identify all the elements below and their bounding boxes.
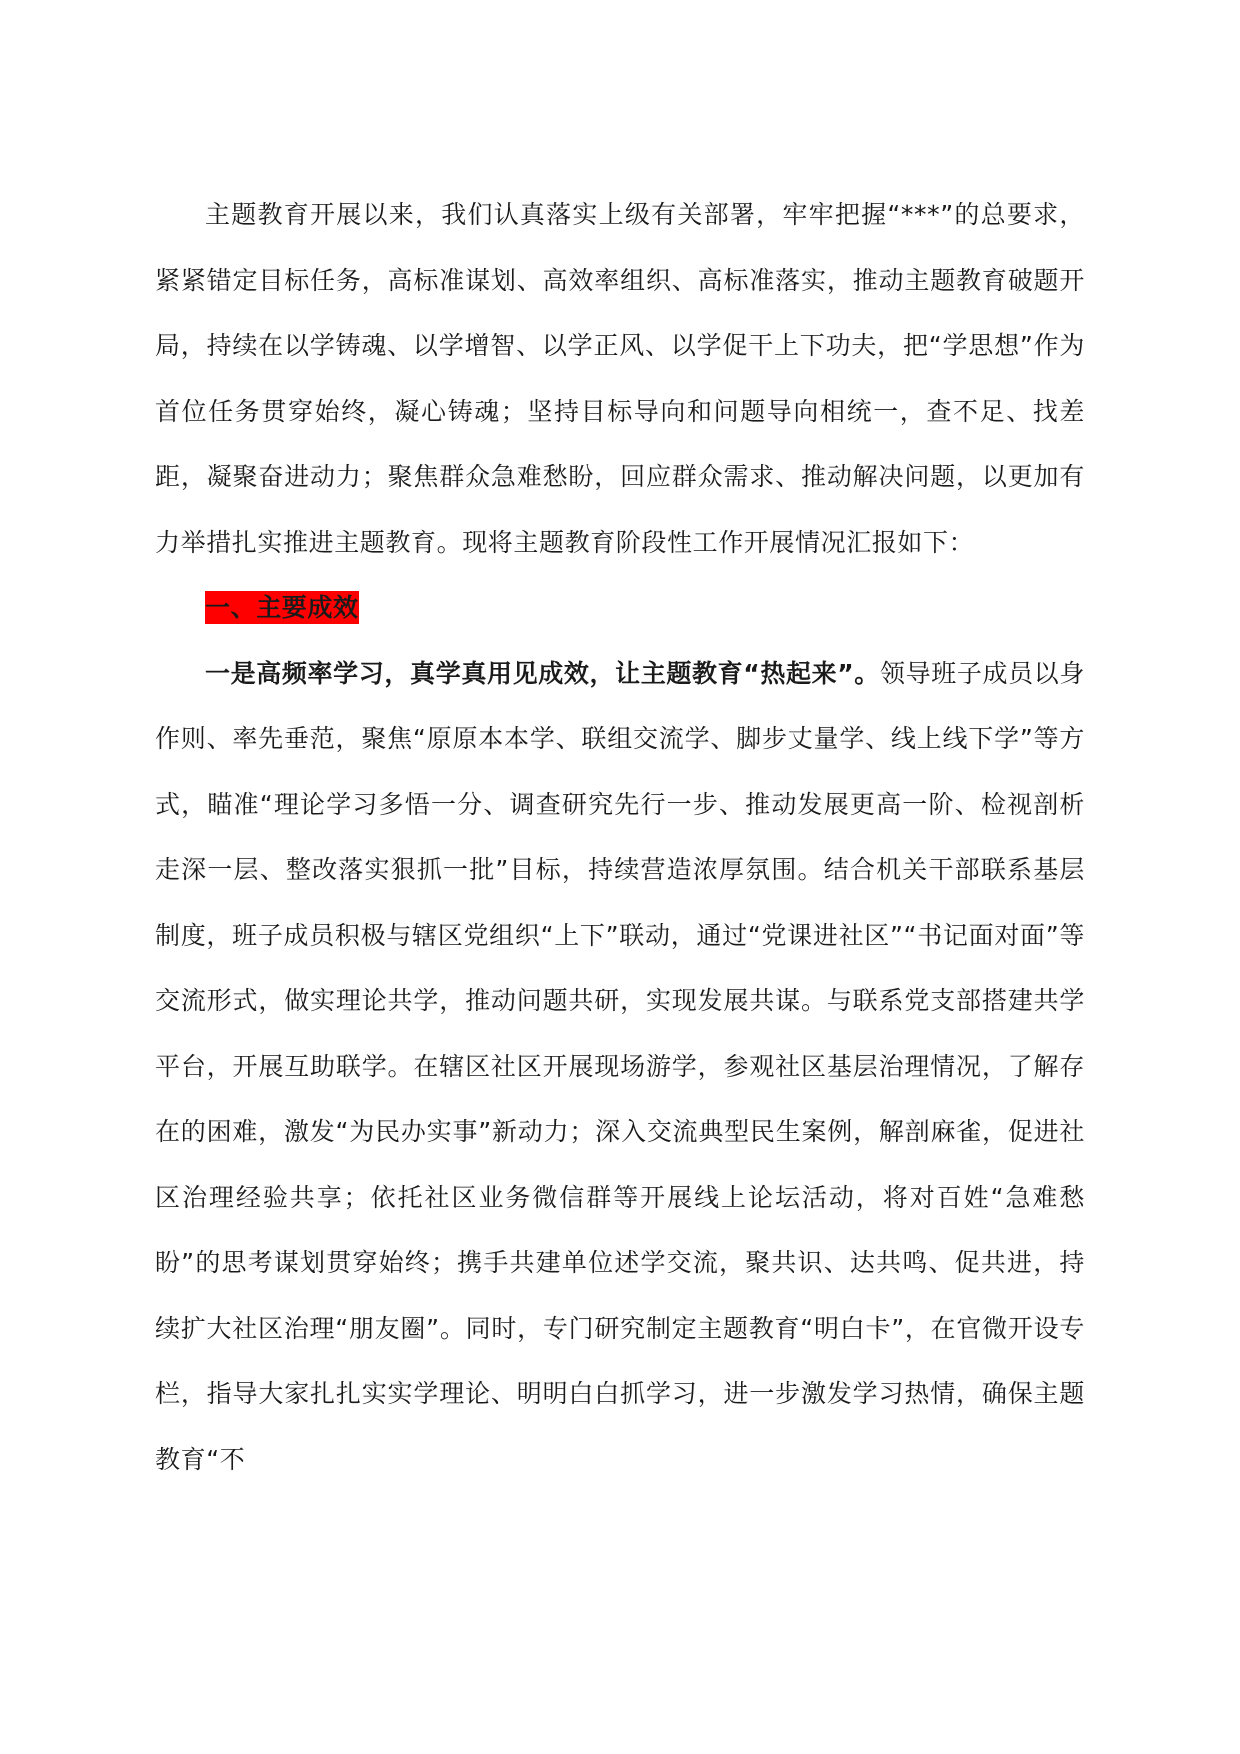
section-heading-text: 一、主要成效 xyxy=(205,593,359,622)
intro-paragraph: 主题教育开展以来，我们认真落实上级有关部署，牢牢把握“***”的总要求，紧紧错定目标任务，高标准谋划、高效率组织、高标准落实，推动主题教育破题开局，持续在以学铸魂、以学增智、以学正风、以学促干上下功夫，把“学思想”作为首位任务贯穿始终，凝心铸魂；坚持目标导向和问题导向相统一，查不足、找差距，凝聚奋进动力；聚焦群众急难愁盼，回应群众需求、推动解决问题，以更加有力举措扎实推进主题教育。现将主题教育阶段性工作开展情况汇报如下： xyxy=(155,200,1085,557)
point-one-body: 领导班子成员以身作则、率先垂范，聚焦“原原本本学、联组交流学、脚步丈量学、线上线下学”等方式，瞄准“理论学习多悟一分、调查研究先行一步、推动发展更高一阶、检视剖析走深一层、整改落实狠抓一批”目标，持续营造浓厚氛围。结合机关干部联系基层制度，班子成员积极与辖区党组织“上下”联动，通过“党课进社区”“书记面对面”等交流形式，做实理论共学，推动问题共研，实现发展共谋。与联系党支部搭建共学平台，开展互助联学。在辖区社区开展现场游学，参观社区基层治理情况，了解存在的困难，激发“为民办实事”新动力；深入交流典型民生案例，解剖麻雀，促进社区治理经验共享；依托社区业务微信群等开展线上论坛活动，将对百姓“急难愁盼”的思考谋划贯穿始终；携手共建单位述学交流，聚共识、达共鸣、促共进，持续扩大社区治理“朋友圈”。同时，专门研究制定主题教育“明白卡”，在官微开设专栏，指导大家扎扎实实学理论、明明白白抓学习，进一步激发学习热情，确保主题教育“不 xyxy=(155,658,1085,1474)
point-one-paragraph xyxy=(155,641,1085,1493)
point-one-lead: 一是高频率学习，真学真用见成效，让主题教育“热起来”。 xyxy=(205,658,880,688)
section-heading xyxy=(155,575,1085,641)
document-body xyxy=(155,182,1085,1492)
